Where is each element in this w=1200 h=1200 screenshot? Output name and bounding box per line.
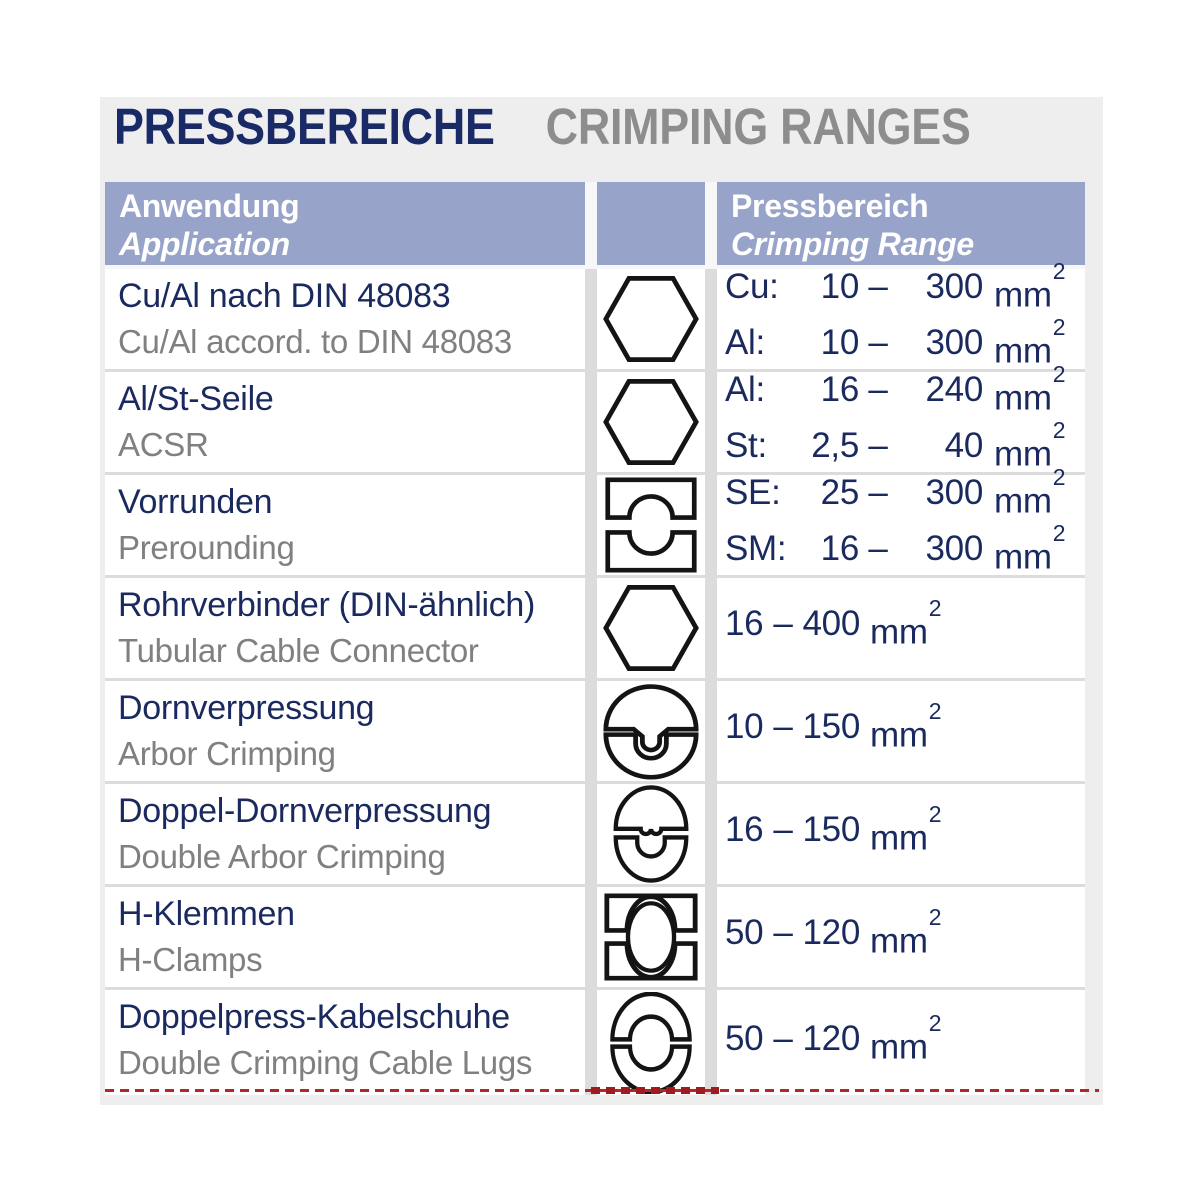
- range-cell: [717, 990, 1085, 1095]
- range-unit-exponent: 2: [928, 904, 942, 931]
- range-from-value: 10: [725, 707, 764, 747]
- range-material-label: Cu:: [725, 267, 779, 307]
- app-name-en: Double Crimping Cable Lugs: [118, 1044, 533, 1081]
- range-dash: –: [868, 426, 888, 465]
- double-arbor-die-icon: [608, 784, 694, 884]
- range-unit: $mm^2$: [994, 314, 1066, 371]
- app-name-de: Cu/Al nach DIN 48083: [118, 277, 451, 315]
- content-panel: [100, 97, 1103, 1105]
- range-cell: [717, 258, 1085, 371]
- application-cell: [105, 784, 585, 884]
- range-dash: –: [773, 604, 793, 644]
- range-dash: –: [773, 1018, 793, 1058]
- range-to-value: 300: [925, 267, 983, 307]
- range-cell: [717, 887, 1085, 987]
- double-crimp-die-icon: [609, 992, 693, 1094]
- range-unit: $mm^2$: [870, 801, 942, 858]
- range-line: [725, 1009, 1085, 1071]
- range-line: [725, 698, 1085, 759]
- range-unit: $mm^2$: [994, 464, 1066, 521]
- range-cell: [717, 578, 1085, 678]
- hexagon-die-icon: [603, 378, 699, 466]
- hexagon-die-icon: [603, 584, 699, 672]
- range-material-label: SE:: [725, 473, 781, 513]
- app-name-en: Prerounding: [118, 529, 295, 566]
- die-cell: [597, 887, 705, 987]
- range-unit: $mm^2$: [870, 904, 942, 961]
- die-cell: [597, 784, 705, 884]
- range-dash: –: [868, 267, 888, 307]
- page-title-de: PRESSBEREICHE: [114, 98, 495, 155]
- range-unit: $mm^2$: [994, 417, 1066, 474]
- hexagon-die-icon: [603, 275, 699, 363]
- range-from-value: 16: [820, 529, 859, 568]
- app-name-en: Cu/Al accord. to DIN 48083: [118, 323, 512, 360]
- range-unit: $mm^2$: [994, 258, 1066, 315]
- table-row: [105, 784, 1085, 884]
- app-name-de: Rohrverbinder (DIN-ähnlich): [118, 586, 536, 624]
- range-from-value: 10: [820, 267, 859, 307]
- app-name-de: H-Klemmen: [118, 895, 295, 933]
- die-cell: [597, 681, 705, 781]
- table-row: [105, 258, 1085, 371]
- application-cell: [105, 475, 585, 575]
- app-name-en: H-Clamps: [118, 941, 263, 978]
- range-unit-exponent: 2: [928, 698, 942, 725]
- h-clamp-dies-icon: [603, 893, 699, 981]
- header-application-de: Anwendung: [119, 188, 300, 224]
- table-row: [105, 361, 1085, 474]
- range-line: [725, 258, 1085, 319]
- range-unit: $mm^2$: [870, 1009, 942, 1067]
- die-cell: [597, 475, 705, 575]
- range-line: [725, 595, 1085, 656]
- range-to-value: 300: [925, 529, 983, 568]
- range-dash: –: [773, 913, 793, 953]
- app-name-de: Doppel-Dornverpressung: [118, 792, 492, 830]
- range-line: [725, 464, 1085, 525]
- range-unit-exponent: 2: [1052, 520, 1066, 546]
- table-row: [105, 887, 1085, 987]
- range-to-value: 150: [802, 707, 861, 747]
- range-line: [725, 520, 1085, 581]
- app-name-de: Dornverpressung: [118, 689, 375, 727]
- app-name-en: Double Arbor Crimping: [118, 838, 446, 875]
- range-to-value: 120: [802, 1018, 861, 1058]
- die-cell: [597, 578, 705, 678]
- application-cell: [105, 269, 585, 369]
- range-dash: –: [773, 707, 793, 747]
- range-unit-exponent: 2: [1052, 258, 1066, 285]
- header-application: [105, 182, 585, 265]
- range-unit-exponent: 2: [928, 1009, 942, 1036]
- die-cell: [597, 269, 705, 369]
- table-body: [105, 258, 1085, 1095]
- range-material-label: SM:: [725, 529, 787, 568]
- range-cell: [717, 681, 1085, 781]
- range-from-value: 2,5: [811, 426, 859, 465]
- app-name-de: Vorrunden: [118, 483, 273, 521]
- range-to-value: 150: [802, 810, 861, 850]
- range-line: [725, 904, 1085, 965]
- range-dash: –: [868, 473, 888, 513]
- range-unit-exponent: 2: [1052, 464, 1066, 491]
- range-unit-exponent: 2: [1052, 314, 1066, 340]
- range-to-value: 300: [925, 323, 983, 362]
- range-dash: –: [868, 529, 888, 568]
- header-crimping-range-de: Pressbereich: [731, 188, 929, 224]
- range-material-label: Al:: [725, 323, 765, 362]
- range-unit-exponent: 2: [928, 595, 942, 622]
- app-name-en: ACSR: [118, 426, 209, 463]
- application-cell: [105, 578, 585, 678]
- range-cell: [717, 784, 1085, 884]
- die-cell: [597, 372, 705, 472]
- header-die-symbol: [597, 182, 705, 265]
- range-from-value: 25: [820, 473, 859, 513]
- range-unit: $mm^2$: [870, 595, 942, 652]
- application-cell: [105, 372, 585, 472]
- range-material-label: Al:: [725, 370, 765, 410]
- application-cell: [105, 887, 585, 987]
- crimping-ranges-table: [105, 182, 1085, 1095]
- range-unit-exponent: 2: [928, 801, 942, 828]
- range-from-value: 16: [820, 370, 859, 410]
- range-from-value: 16: [725, 604, 764, 644]
- arbor-die-icon: [603, 682, 699, 780]
- table-row: [105, 990, 1085, 1095]
- app-name-de: Al/St-Seile: [118, 380, 274, 418]
- range-unit: $mm^2$: [994, 361, 1066, 418]
- prerounding-dies-icon: [604, 477, 698, 573]
- red-dashed-rule-bold-segment: [591, 1087, 719, 1094]
- range-dash: –: [868, 370, 888, 410]
- range-dash: –: [773, 810, 793, 850]
- range-to-value: 400: [802, 604, 861, 644]
- app-name-de: Doppelpress-Kabelschuhe: [118, 998, 510, 1036]
- range-from-value: 50: [725, 1018, 764, 1058]
- range-to-value: 300: [925, 473, 983, 513]
- range-from-value: 16: [725, 810, 764, 850]
- app-name-en: Tubular Cable Connector: [118, 632, 479, 669]
- header-crimping-range: [717, 182, 1085, 265]
- page-title-en: CRIMPING RANGES: [545, 98, 971, 155]
- range-to-value: 40: [944, 426, 983, 465]
- application-cell: [105, 681, 585, 781]
- range-line: [725, 361, 1085, 422]
- app-name-en: Arbor Crimping: [118, 735, 336, 772]
- table-row: [105, 681, 1085, 781]
- range-dash: –: [868, 323, 888, 362]
- die-cell: [597, 990, 705, 1095]
- table-row: [105, 578, 1085, 678]
- header-application-en: Application: [119, 226, 290, 262]
- range-unit: $mm^2$: [870, 698, 942, 755]
- range-unit: $mm^2$: [994, 520, 1066, 577]
- range-line: [725, 801, 1085, 862]
- range-cell: [717, 361, 1085, 474]
- page-title: [114, 97, 971, 157]
- table-row: [105, 464, 1085, 577]
- range-material-label: St:: [725, 426, 767, 465]
- range-to-value: 120: [802, 913, 861, 953]
- range-unit-exponent: 2: [1052, 361, 1066, 388]
- range-from-value: 50: [725, 913, 764, 953]
- range-cell: [717, 464, 1085, 577]
- range-to-value: 240: [925, 370, 983, 410]
- range-from-value: 10: [820, 323, 859, 362]
- header-crimping-range-en: Crimping Range: [731, 226, 974, 262]
- application-cell: [105, 990, 585, 1095]
- table-header-row: [105, 182, 1085, 269]
- range-unit-exponent: 2: [1052, 417, 1066, 443]
